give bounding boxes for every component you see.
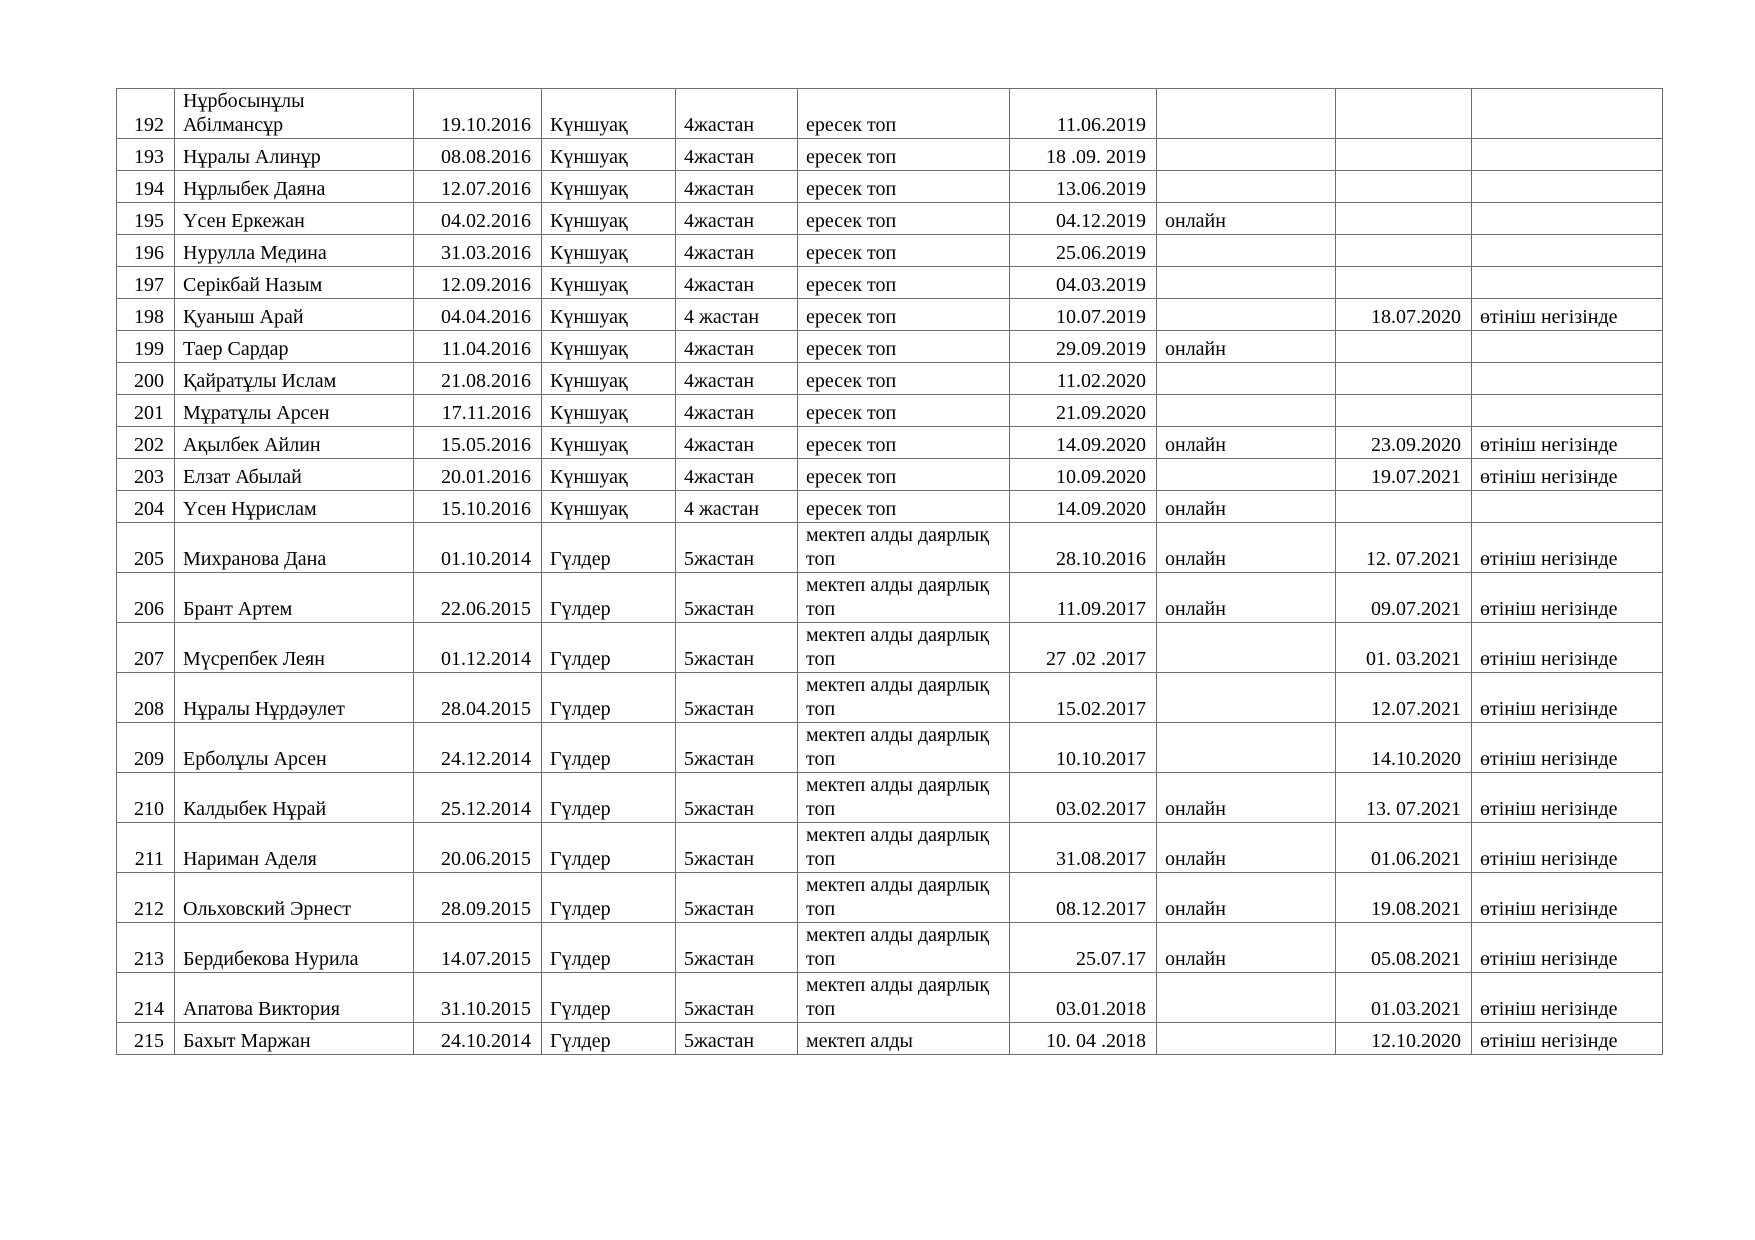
study-mode-cell: [1157, 139, 1336, 171]
group-name-cell: Гүлдер: [542, 823, 676, 873]
enrollment-date-cell: 10.07.2019: [1010, 299, 1157, 331]
enrollment-date-cell: 10.10.2017: [1010, 723, 1157, 773]
birth-date-cell: 31.03.2016: [414, 235, 542, 267]
group-type-cell: мектеп алды даярлық топ: [798, 523, 1010, 573]
departure-date-cell: 19.07.2021: [1336, 459, 1472, 491]
table-row: [117, 267, 1663, 299]
study-mode-cell: онлайн: [1157, 331, 1336, 363]
table-row: [117, 235, 1663, 267]
table-row: [117, 523, 1663, 573]
group-type-cell: ересек топ: [798, 267, 1010, 299]
child-name-cell: Брант Артем: [175, 573, 414, 623]
group-type-cell: ересек топ: [798, 491, 1010, 523]
departure-reason-cell: өтініш негізінде: [1472, 873, 1663, 923]
study-mode-cell: [1157, 623, 1336, 673]
table-row: [117, 573, 1663, 623]
table-row: [117, 973, 1663, 1023]
group-name-cell: Күншуақ: [542, 363, 676, 395]
departure-reason-cell: өтініш негізінде: [1472, 523, 1663, 573]
enrollment-date-cell: 10. 04 .2018: [1010, 1023, 1157, 1055]
departure-date-cell: [1336, 171, 1472, 203]
row-number-cell: 202: [117, 427, 175, 459]
study-mode-cell: онлайн: [1157, 823, 1336, 873]
group-type-cell: ересек топ: [798, 139, 1010, 171]
age-group-cell: 5жастан: [676, 823, 798, 873]
child-name-cell: Мүсрепбек Леян: [175, 623, 414, 673]
age-group-cell: 5жастан: [676, 1023, 798, 1055]
child-name-cell: Калдыбек Нұрай: [175, 773, 414, 823]
departure-reason-cell: [1472, 235, 1663, 267]
children-register-table: [116, 88, 1663, 1055]
departure-date-cell: 01.06.2021: [1336, 823, 1472, 873]
row-number-cell: 208: [117, 673, 175, 723]
group-type-cell: мектеп алды даярлық топ: [798, 673, 1010, 723]
row-number-cell: 199: [117, 331, 175, 363]
departure-reason-cell: өтініш негізінде: [1472, 723, 1663, 773]
enrollment-date-cell: 25.07.17: [1010, 923, 1157, 973]
row-number-cell: 203: [117, 459, 175, 491]
departure-reason-cell: [1472, 363, 1663, 395]
departure-reason-cell: өтініш негізінде: [1472, 623, 1663, 673]
group-type-cell: ересек топ: [798, 235, 1010, 267]
age-group-cell: 5жастан: [676, 873, 798, 923]
departure-reason-cell: [1472, 89, 1663, 139]
departure-date-cell: 12.07.2021: [1336, 673, 1472, 723]
departure-reason-cell: [1472, 203, 1663, 235]
departure-date-cell: [1336, 395, 1472, 427]
child-name-cell: Қуаныш Арай: [175, 299, 414, 331]
age-group-cell: 5жастан: [676, 923, 798, 973]
table-row: [117, 873, 1663, 923]
row-number-cell: 200: [117, 363, 175, 395]
group-name-cell: Күншуақ: [542, 427, 676, 459]
birth-date-cell: 17.11.2016: [414, 395, 542, 427]
enrollment-date-cell: 18 .09. 2019: [1010, 139, 1157, 171]
table-row: [117, 623, 1663, 673]
age-group-cell: 4жастан: [676, 267, 798, 299]
group-name-cell: Гүлдер: [542, 873, 676, 923]
birth-date-cell: 04.02.2016: [414, 203, 542, 235]
departure-date-cell: 23.09.2020: [1336, 427, 1472, 459]
row-number-cell: 215: [117, 1023, 175, 1055]
group-type-cell: мектеп алды даярлық топ: [798, 823, 1010, 873]
birth-date-cell: 01.10.2014: [414, 523, 542, 573]
study-mode-cell: [1157, 89, 1336, 139]
table-row: [117, 395, 1663, 427]
child-name-cell: Нұралы Алинұр: [175, 139, 414, 171]
departure-date-cell: 12. 07.2021: [1336, 523, 1472, 573]
group-name-cell: Гүлдер: [542, 673, 676, 723]
departure-date-cell: [1336, 491, 1472, 523]
birth-date-cell: 15.05.2016: [414, 427, 542, 459]
group-name-cell: Күншуақ: [542, 299, 676, 331]
child-name-cell: Үсен Нұрислам: [175, 491, 414, 523]
birth-date-cell: 01.12.2014: [414, 623, 542, 673]
study-mode-cell: онлайн: [1157, 773, 1336, 823]
table-row: [117, 723, 1663, 773]
table-row: [117, 491, 1663, 523]
row-number-cell: 207: [117, 623, 175, 673]
child-name-cell: Ольховский Эрнест: [175, 873, 414, 923]
child-name-cell: Ерболұлы Арсен: [175, 723, 414, 773]
group-name-cell: Күншуақ: [542, 139, 676, 171]
enrollment-date-cell: 03.02.2017: [1010, 773, 1157, 823]
row-number-cell: 206: [117, 573, 175, 623]
group-type-cell: ересек топ: [798, 331, 1010, 363]
enrollment-date-cell: 04.03.2019: [1010, 267, 1157, 299]
study-mode-cell: онлайн: [1157, 203, 1336, 235]
birth-date-cell: 28.04.2015: [414, 673, 542, 723]
group-name-cell: Күншуақ: [542, 331, 676, 363]
group-name-cell: Гүлдер: [542, 523, 676, 573]
row-number-cell: 205: [117, 523, 175, 573]
group-name-cell: Гүлдер: [542, 723, 676, 773]
departure-reason-cell: өтініш негізінде: [1472, 427, 1663, 459]
child-name-cell: Үсен Еркежан: [175, 203, 414, 235]
age-group-cell: 5жастан: [676, 623, 798, 673]
enrollment-date-cell: 11.02.2020: [1010, 363, 1157, 395]
age-group-cell: 4жастан: [676, 331, 798, 363]
child-name-cell: Бахыт Маржан: [175, 1023, 414, 1055]
departure-reason-cell: өтініш негізінде: [1472, 673, 1663, 723]
birth-date-cell: 28.09.2015: [414, 873, 542, 923]
enrollment-date-cell: 15.02.2017: [1010, 673, 1157, 723]
group-name-cell: Күншуақ: [542, 203, 676, 235]
age-group-cell: 4жастан: [676, 235, 798, 267]
table-row: [117, 459, 1663, 491]
table-row: [117, 923, 1663, 973]
enrollment-date-cell: 13.06.2019: [1010, 171, 1157, 203]
study-mode-cell: онлайн: [1157, 873, 1336, 923]
departure-date-cell: 14.10.2020: [1336, 723, 1472, 773]
group-type-cell: мектеп алды даярлық топ: [798, 623, 1010, 673]
row-number-cell: 194: [117, 171, 175, 203]
row-number-cell: 193: [117, 139, 175, 171]
birth-date-cell: 12.07.2016: [414, 171, 542, 203]
age-group-cell: 4жастан: [676, 427, 798, 459]
departure-date-cell: [1336, 363, 1472, 395]
child-name-cell: Апатова Виктория: [175, 973, 414, 1023]
age-group-cell: 5жастан: [676, 673, 798, 723]
departure-reason-cell: [1472, 395, 1663, 427]
row-number-cell: 196: [117, 235, 175, 267]
row-number-cell: 201: [117, 395, 175, 427]
group-type-cell: мектеп алды даярлық топ: [798, 773, 1010, 823]
child-name-cell: Нұрлыбек Даяна: [175, 171, 414, 203]
group-name-cell: Күншуақ: [542, 89, 676, 139]
departure-reason-cell: [1472, 267, 1663, 299]
child-name-cell: Мұратұлы Арсен: [175, 395, 414, 427]
group-name-cell: Гүлдер: [542, 623, 676, 673]
birth-date-cell: 24.12.2014: [414, 723, 542, 773]
departure-date-cell: 09.07.2021: [1336, 573, 1472, 623]
birth-date-cell: 25.12.2014: [414, 773, 542, 823]
row-number-cell: 197: [117, 267, 175, 299]
study-mode-cell: [1157, 1023, 1336, 1055]
departure-reason-cell: [1472, 491, 1663, 523]
enrollment-date-cell: 08.12.2017: [1010, 873, 1157, 923]
enrollment-date-cell: 04.12.2019: [1010, 203, 1157, 235]
child-name-cell: Бердибекова Нурила: [175, 923, 414, 973]
child-name-cell: Нұрбосынұлы Абілмансұр: [175, 89, 414, 139]
table-row: [117, 823, 1663, 873]
group-name-cell: Гүлдер: [542, 923, 676, 973]
row-number-cell: 213: [117, 923, 175, 973]
age-group-cell: 4 жастан: [676, 299, 798, 331]
birth-date-cell: 14.07.2015: [414, 923, 542, 973]
child-name-cell: Елзат Абылай: [175, 459, 414, 491]
study-mode-cell: [1157, 171, 1336, 203]
study-mode-cell: [1157, 459, 1336, 491]
enrollment-date-cell: 29.09.2019: [1010, 331, 1157, 363]
birth-date-cell: 15.10.2016: [414, 491, 542, 523]
study-mode-cell: онлайн: [1157, 427, 1336, 459]
study-mode-cell: онлайн: [1157, 923, 1336, 973]
table-row: [117, 1023, 1663, 1055]
departure-reason-cell: өтініш негізінде: [1472, 923, 1663, 973]
birth-date-cell: 08.08.2016: [414, 139, 542, 171]
age-group-cell: 4 жастан: [676, 491, 798, 523]
departure-date-cell: 18.07.2020: [1336, 299, 1472, 331]
birth-date-cell: 31.10.2015: [414, 973, 542, 1023]
table-row: [117, 171, 1663, 203]
child-name-cell: Серікбай Назым: [175, 267, 414, 299]
age-group-cell: 4жастан: [676, 89, 798, 139]
row-number-cell: 195: [117, 203, 175, 235]
departure-reason-cell: өтініш негізінде: [1472, 1023, 1663, 1055]
age-group-cell: 4жастан: [676, 203, 798, 235]
child-name-cell: Михранова Дана: [175, 523, 414, 573]
table-row: [117, 673, 1663, 723]
birth-date-cell: 22.06.2015: [414, 573, 542, 623]
departure-date-cell: [1336, 331, 1472, 363]
group-type-cell: ересек топ: [798, 299, 1010, 331]
departure-date-cell: 01.03.2021: [1336, 973, 1472, 1023]
child-name-cell: Нұралы Нұрдәулет: [175, 673, 414, 723]
departure-date-cell: 13. 07.2021: [1336, 773, 1472, 823]
departure-date-cell: [1336, 203, 1472, 235]
row-number-cell: 210: [117, 773, 175, 823]
row-number-cell: 214: [117, 973, 175, 1023]
table-body: [117, 89, 1663, 1055]
age-group-cell: 5жастан: [676, 723, 798, 773]
birth-date-cell: 24.10.2014: [414, 1023, 542, 1055]
enrollment-date-cell: 03.01.2018: [1010, 973, 1157, 1023]
group-name-cell: Күншуақ: [542, 459, 676, 491]
table-row: [117, 203, 1663, 235]
row-number-cell: 192: [117, 89, 175, 139]
birth-date-cell: 21.08.2016: [414, 363, 542, 395]
age-group-cell: 5жастан: [676, 773, 798, 823]
group-type-cell: мектеп алды: [798, 1023, 1010, 1055]
age-group-cell: 5жастан: [676, 523, 798, 573]
enrollment-date-cell: 25.06.2019: [1010, 235, 1157, 267]
child-name-cell: Нариман Аделя: [175, 823, 414, 873]
group-name-cell: Күншуақ: [542, 267, 676, 299]
row-number-cell: 209: [117, 723, 175, 773]
departure-date-cell: [1336, 89, 1472, 139]
departure-reason-cell: өтініш негізінде: [1472, 973, 1663, 1023]
study-mode-cell: онлайн: [1157, 491, 1336, 523]
departure-reason-cell: өтініш негізінде: [1472, 573, 1663, 623]
departure-reason-cell: өтініш негізінде: [1472, 459, 1663, 491]
table-row: [117, 427, 1663, 459]
departure-reason-cell: өтініш негізінде: [1472, 823, 1663, 873]
departure-reason-cell: [1472, 331, 1663, 363]
age-group-cell: 5жастан: [676, 573, 798, 623]
group-type-cell: мектеп алды даярлық топ: [798, 573, 1010, 623]
table-row: [117, 773, 1663, 823]
group-type-cell: ересек топ: [798, 363, 1010, 395]
departure-date-cell: 05.08.2021: [1336, 923, 1472, 973]
age-group-cell: 4жастан: [676, 363, 798, 395]
age-group-cell: 5жастан: [676, 973, 798, 1023]
child-name-cell: Таер Сардар: [175, 331, 414, 363]
group-type-cell: мектеп алды даярлық топ: [798, 723, 1010, 773]
group-type-cell: мектеп алды даярлық топ: [798, 923, 1010, 973]
enrollment-date-cell: 21.09.2020: [1010, 395, 1157, 427]
table-row: [117, 299, 1663, 331]
departure-date-cell: 01. 03.2021: [1336, 623, 1472, 673]
table-row: [117, 139, 1663, 171]
departure-date-cell: [1336, 235, 1472, 267]
study-mode-cell: онлайн: [1157, 573, 1336, 623]
birth-date-cell: 20.01.2016: [414, 459, 542, 491]
table-row: [117, 363, 1663, 395]
group-name-cell: Күншуақ: [542, 491, 676, 523]
age-group-cell: 4жастан: [676, 139, 798, 171]
study-mode-cell: [1157, 235, 1336, 267]
study-mode-cell: [1157, 267, 1336, 299]
departure-reason-cell: [1472, 139, 1663, 171]
group-name-cell: Гүлдер: [542, 1023, 676, 1055]
group-type-cell: ересек топ: [798, 459, 1010, 491]
enrollment-date-cell: 14.09.2020: [1010, 491, 1157, 523]
group-type-cell: ересек топ: [798, 89, 1010, 139]
departure-date-cell: 12.10.2020: [1336, 1023, 1472, 1055]
birth-date-cell: 04.04.2016: [414, 299, 542, 331]
birth-date-cell: 20.06.2015: [414, 823, 542, 873]
group-type-cell: мектеп алды даярлық топ: [798, 873, 1010, 923]
group-type-cell: ересек топ: [798, 171, 1010, 203]
age-group-cell: 4жастан: [676, 459, 798, 491]
row-number-cell: 204: [117, 491, 175, 523]
birth-date-cell: 11.04.2016: [414, 331, 542, 363]
group-name-cell: Гүлдер: [542, 973, 676, 1023]
study-mode-cell: [1157, 363, 1336, 395]
enrollment-date-cell: 14.09.2020: [1010, 427, 1157, 459]
group-name-cell: Күншуақ: [542, 171, 676, 203]
group-name-cell: Күншуақ: [542, 395, 676, 427]
departure-date-cell: 19.08.2021: [1336, 873, 1472, 923]
enrollment-date-cell: 28.10.2016: [1010, 523, 1157, 573]
row-number-cell: 212: [117, 873, 175, 923]
group-type-cell: ересек топ: [798, 427, 1010, 459]
age-group-cell: 4жастан: [676, 395, 798, 427]
group-type-cell: мектеп алды даярлық топ: [798, 973, 1010, 1023]
group-type-cell: ересек топ: [798, 203, 1010, 235]
study-mode-cell: [1157, 395, 1336, 427]
enrollment-date-cell: 11.09.2017: [1010, 573, 1157, 623]
departure-date-cell: [1336, 267, 1472, 299]
departure-reason-cell: өтініш негізінде: [1472, 773, 1663, 823]
departure-reason-cell: өтініш негізінде: [1472, 299, 1663, 331]
age-group-cell: 4жастан: [676, 171, 798, 203]
row-number-cell: 211: [117, 823, 175, 873]
table-row: [117, 89, 1663, 139]
table-row: [117, 331, 1663, 363]
enrollment-date-cell: 31.08.2017: [1010, 823, 1157, 873]
study-mode-cell: [1157, 723, 1336, 773]
enrollment-date-cell: 10.09.2020: [1010, 459, 1157, 491]
group-name-cell: Гүлдер: [542, 773, 676, 823]
row-number-cell: 198: [117, 299, 175, 331]
group-name-cell: Гүлдер: [542, 573, 676, 623]
group-type-cell: ересек топ: [798, 395, 1010, 427]
birth-date-cell: 12.09.2016: [414, 267, 542, 299]
birth-date-cell: 19.10.2016: [414, 89, 542, 139]
departure-date-cell: [1336, 139, 1472, 171]
enrollment-date-cell: 11.06.2019: [1010, 89, 1157, 139]
study-mode-cell: [1157, 673, 1336, 723]
child-name-cell: Қайратұлы Ислам: [175, 363, 414, 395]
child-name-cell: Ақылбек Айлин: [175, 427, 414, 459]
enrollment-date-cell: 27 .02 .2017: [1010, 623, 1157, 673]
child-name-cell: Нурулла Медина: [175, 235, 414, 267]
group-name-cell: Күншуақ: [542, 235, 676, 267]
study-mode-cell: онлайн: [1157, 523, 1336, 573]
study-mode-cell: [1157, 299, 1336, 331]
study-mode-cell: [1157, 973, 1336, 1023]
departure-reason-cell: [1472, 171, 1663, 203]
